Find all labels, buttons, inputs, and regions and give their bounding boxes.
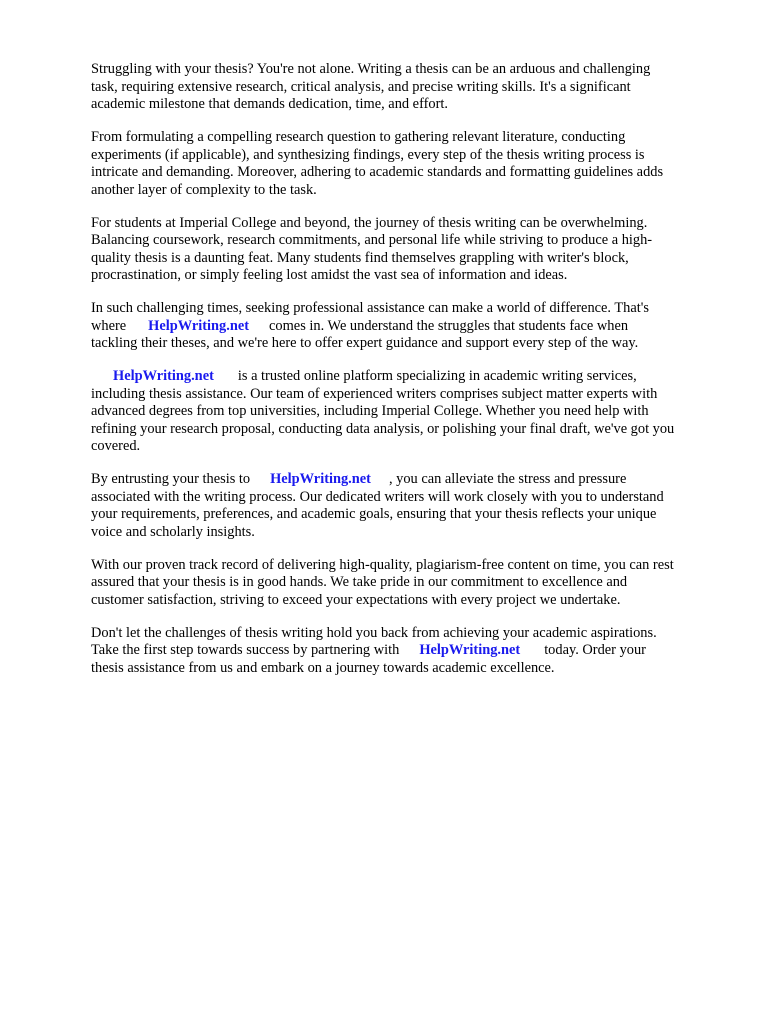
text-line: experiments (if applicable), and synthesizing findings, every step of the thesis writing process is xyxy=(91,146,645,163)
paragraph-research-process xyxy=(91,129,731,199)
document-body xyxy=(91,61,731,693)
text-line xyxy=(91,318,731,336)
text-line: quality thesis is a daunting feat. Many students find themselves grappling with writer's block, xyxy=(91,249,629,266)
text-fragment: By entrusting your thesis to xyxy=(91,471,251,487)
text-fragment: comes in. We understand the struggles that students face when xyxy=(269,317,629,334)
text-line: thesis assistance from us and embark on a journey towards academic excellence. xyxy=(91,659,555,676)
text-fragment: where xyxy=(91,317,127,334)
text-line: procrastination, or simply feeling lost amidst the vast sea of information and ideas. xyxy=(91,267,568,283)
text-line: Don't let the challenges of thesis writing hold you back from achieving your academic aspirations. xyxy=(91,624,657,641)
text-line: With our proven track record of delivering high-quality, plagiarism-free content on time, you can rest xyxy=(91,556,674,573)
text-fragment: today. Order your xyxy=(544,642,646,658)
text-line: assured that your thesis is in good hands. We take pride in our commitment to excellence and xyxy=(91,574,628,590)
text-fragment: is a trusted online platform specializing in academic writing services, xyxy=(237,368,637,384)
text-line: tackling their theses, and we're here to offer expert guidance and support every step of the way. xyxy=(91,335,639,351)
text-line: advanced degrees from top universities, including Imperial College. Whether you need help with xyxy=(91,403,649,419)
text-line: Struggling with your thesis? You're not alone. Writing a thesis can be an arduous and challenging xyxy=(91,61,651,77)
text-line: From formulating a compelling research question to gathering relevant literature, conducting xyxy=(91,129,626,145)
text-line: For students at Imperial College and beyond, the journey of thesis writing can be overwhelming. xyxy=(91,214,648,231)
helpwriting-link[interactable]: HelpWriting.net xyxy=(113,368,214,384)
text-line: associated with the writing process. Our dedicated writers will work closely with you to understand xyxy=(91,488,664,505)
paragraph-call-to-action xyxy=(91,625,731,678)
text-line: voice and scholarly insights. xyxy=(91,523,255,540)
paragraph-assistance xyxy=(91,300,731,353)
text-line: refining your research proposal, conducting data analysis, or polishing your final draft, we've got you xyxy=(91,420,675,437)
text-line: another layer of complexity to the task. xyxy=(91,181,317,198)
text-line: task, requiring extensive research, critical analysis, and precise writing skills. It's a significant xyxy=(91,78,631,95)
helpwriting-link[interactable]: HelpWriting.net xyxy=(148,317,250,334)
helpwriting-link[interactable]: HelpWriting.net xyxy=(270,471,371,487)
text-line: your requirements, preferences, and academic goals, ensuring that your thesis reflects your unique xyxy=(91,506,657,522)
text-fragment: , you can alleviate the stress and pressure xyxy=(388,471,627,487)
text-line: covered. xyxy=(91,438,141,454)
paragraph-entrusting xyxy=(91,471,731,541)
text-line: In such challenging times, seeking professional assistance can make a world of difference. That's xyxy=(91,300,649,316)
text-line xyxy=(91,471,731,489)
text-line: intricate and demanding. Moreover, adhering to academic standards and formatting guidelines adds xyxy=(91,164,664,180)
paragraph-platform xyxy=(91,368,731,456)
paragraph-intro xyxy=(91,61,731,114)
text-line: academic milestone that demands dedication, time, and effort. xyxy=(91,96,448,112)
text-line xyxy=(91,642,731,660)
text-line: customer satisfaction, striving to exceed your expectations with every project we undertake. xyxy=(91,591,621,608)
helpwriting-link[interactable]: HelpWriting.net xyxy=(419,642,521,658)
text-line: Balancing coursework, research commitments, and personal life while striving to produce a high- xyxy=(91,232,653,248)
paragraph-imperial-college xyxy=(91,215,731,285)
text-line: including thesis assistance. Our team of experienced writers comprises subject matter experts with xyxy=(91,385,658,402)
paragraph-track-record xyxy=(91,557,731,610)
text-fragment: Take the first step towards success by partnering with xyxy=(91,642,400,658)
text-line xyxy=(91,368,731,386)
